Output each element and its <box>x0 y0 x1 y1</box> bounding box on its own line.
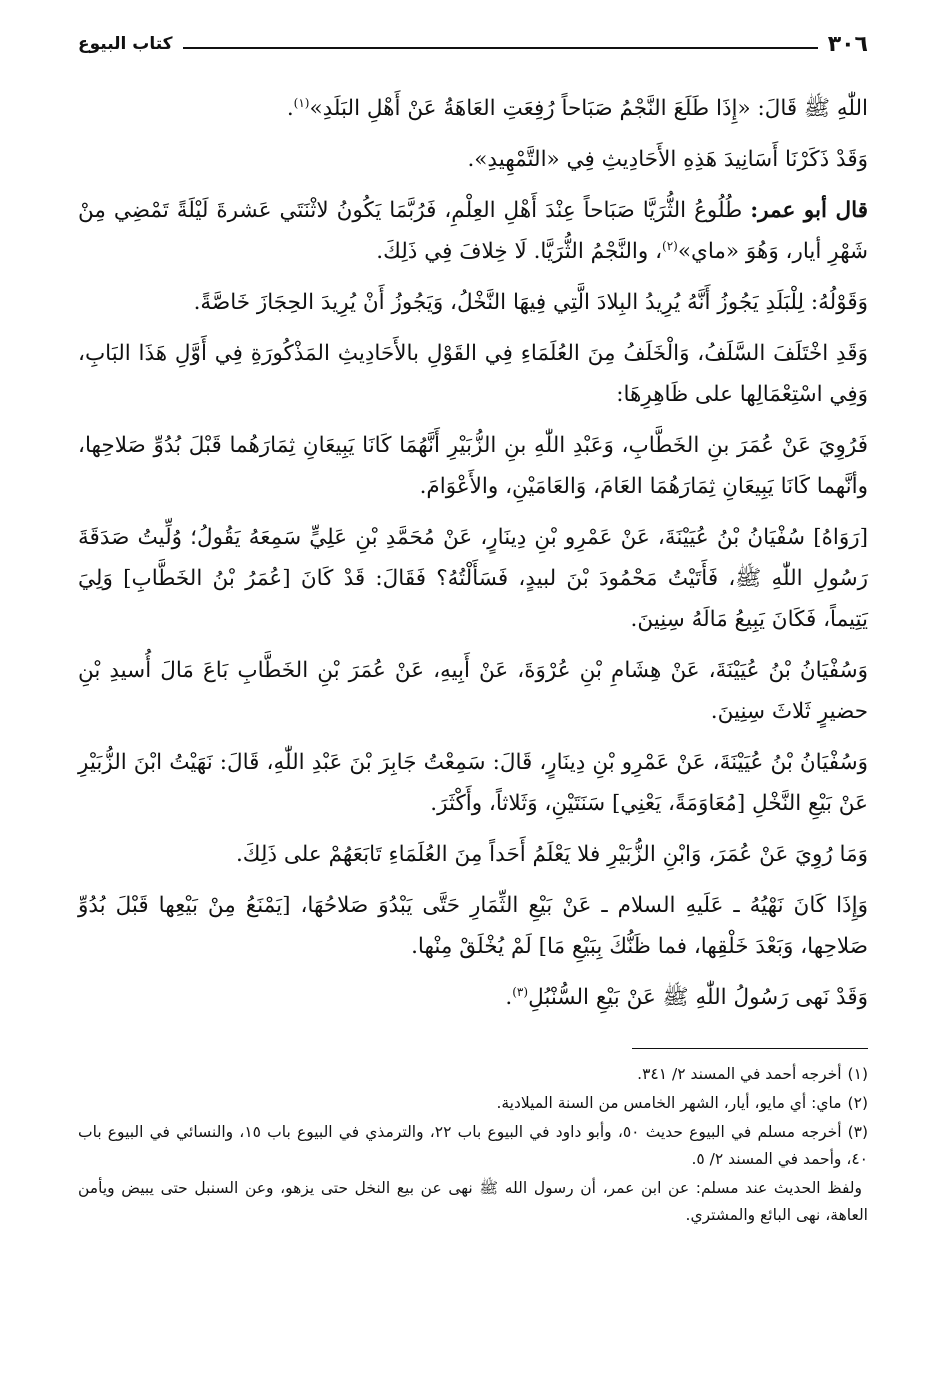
footnote-number: (٣) <box>847 1123 869 1141</box>
page-number: ٣٠٦ <box>827 31 868 57</box>
footnote <box>78 1090 868 1117</box>
paragraph-text: [رَوَاهُ] سُفْيَانُ بْنُ عُيَيْنَةَ، عَنْ عَمْرِو بْنِ دِينَارٍ، عَنْ مُحَمَّدِ بْنِ عَلِيٍّ سَمِعَهُ يَقُولُ؛ وُلِّيتُ صَدَقَةَ رَسُولِ اللّٰهِ ﷺ، فَأَتَيْتُ مَحْمُودَ بْنَ لبيدٍ، فَسَأَلْتُهُ؟ فَقَالَ: قَدْ كَانَ [عُمَرُ بْنُ الخَطَّابِ] وَلِيَ يَتِيماً، فَكَانَ يَبِيعُ مَالَهُ سِنِينَ. <box>78 525 868 632</box>
paragraph-text: طُلُوعُ الثُّرَيَّا صَبَاحاً عِنْدَ أَهْلِ العِلْمِ، فَرُبَّمَا يَكُونُ لاثْنَتَي عَشرةَ لَيْلَةً تَمْضِي مِنْ شَهْرِ أيار، وَهُوَ «ماي» <box>78 198 868 264</box>
footnotes <box>78 1061 868 1229</box>
paragraph <box>78 139 868 180</box>
footnote-continuation <box>78 1175 868 1229</box>
paragraph <box>78 333 868 415</box>
paragraph <box>78 834 868 875</box>
paragraph-text: وَقَوْلُهُ: لِلْبَلَدِ يَجُوزُ أَنَّهُ يُرِيدُ البِلادَ الَّتِي فِيهَا النَّخْلُ، وَيَجُوزُ أَنْ يُرِيدَ الحِجَازَ خَاصَّةً. <box>193 290 868 315</box>
footnote-separator <box>632 1048 868 1049</box>
paragraph <box>78 742 868 824</box>
footnote-number: (١) <box>847 1065 868 1083</box>
paragraph <box>78 885 868 967</box>
paragraph-text: وَمَا رُوِيَ عَنْ عُمَرَ، وَابْنِ الزُّبَيْرِ فلا يَعْلَمُ أَحَداً مِنَ العُلَمَاءِ تَابَعَهُمْ على ذَلِكَ. <box>235 842 868 867</box>
footnote-text: ماي: أي مايو، أيار، الشهر الخامس من السنة الميلادية. <box>496 1094 842 1112</box>
paragraph-tail: ، والنَّجْمُ الثُّرَيَّا. لَا خِلافَ فِي ذَلِكَ. <box>376 239 663 264</box>
paragraph-text: وَسُفْيَانُ بْنُ عُيَيْنَةَ، عَنْ عَمْرِو بْنِ دِينَارٍ، قَالَ: سَمِعْتُ جَابِرَ بْنَ عَبْدِ اللّٰهِ، قَالَ: نَهَيْتُ ابْنَ الزُّبَيْرِ عَنْ بَيْعِ النَّخْلِ [مُعَاوَمَةً، يَعْنِي] سَنَتَيْنِ، وَثَلاثاً، وأَكْثَرَ. <box>78 750 868 816</box>
footnote-text: ولفظ الحديث عند مسلم: عن ابن عمر، أن رسول الله ﷺ نهى عن بيع النخل حتى يزهو، وعن السنبل حتى يبيض ويأمن العاهة، نهى البائع والمشتري. <box>78 1179 868 1224</box>
main-text <box>78 88 868 1018</box>
paragraph <box>78 977 868 1018</box>
footnote-number: (٢) <box>847 1094 868 1112</box>
paragraph <box>78 282 868 323</box>
footnote-text: أخرجه أحمد في المسند ٢/ ٣٤١. <box>637 1065 842 1083</box>
paragraph-text: اللّٰهِ ﷺ قَالَ: «إِذَا طَلَعَ النَّجْمُ صَبَاحاً رُفِعَتِ العَاهَةُ عَنْ أَهْلِ البَلَدِ» <box>309 96 868 121</box>
paragraph-text: فَرُوِيَ عَنْ عُمَرَ بنِ الخَطَّابِ، وَعَبْدِ اللّٰهِ بنِ الزُّبَيْرِ أَنَّهُمَا كَانَا يَبِيعَانِ ثِمَارَهُما قَبْلَ بُدُوِّ صَلاحِها، وأنَّهما كَانَا يَبِيعَانِ ثِمَارَهُمَا العَامَ، وَالعَامَيْنِ، والأَعْوَامَ. <box>78 433 868 499</box>
paragraph-text: وَقَدْ نَهى رَسُولُ اللّٰهِ ﷺ عَنْ بَيْعِ السُّنْبُلِ <box>528 985 868 1010</box>
paragraph-text: وَإِذَا كَانَ نَهْيُهُ ـ عَلَيهِ السلام ـ عَنْ بَيْعِ الثِّمَارِ حَتَّى يَبْدُوَ صَلاحُهَا، [يَمْنَعُ مِنْ بَيْعِها قَبْلَ بُدُوِّ صَلاحِها، وَبَعْدَ خَلْقِها، فما ظَنُّكَ بِبَيْعِ مَا] لَمْ يُخْلَقْ مِنْها. <box>78 893 868 959</box>
paragraph <box>78 190 868 272</box>
paragraph-text: وَسُفْيَانُ بْنُ عُيَيْنَةَ، عَنْ هِشَامِ بْنِ عُرْوَةَ، عَنْ أَبِيهِ، عَنْ عُمَرَ بْنِ الخَطَّابِ بَاعَ مَالَ أُسيدِ بْنِ حضيرٍ ثَلاثَ سِنِينَ. <box>78 658 868 724</box>
paragraph <box>78 517 868 640</box>
footnote-text: أخرجه مسلم في البيوع حديث ٥٠، وأبو داود في البيوع باب ٢٢، والترمذي في البيوع باب ١٥، والنسائي في البيوع باب ٤٠، وأحمد في المسند ٢/ ٥. <box>78 1123 868 1168</box>
paragraph <box>78 88 868 129</box>
paragraph-tail: . <box>286 96 294 121</box>
paragraph <box>78 425 868 507</box>
footnote <box>78 1061 868 1088</box>
header-rule <box>183 47 818 49</box>
footnote-marker[interactable]: (٢) <box>662 238 678 253</box>
page-header <box>78 26 868 62</box>
paragraph-text: وَقَدِ اخْتَلَفَ السَّلَفُ، وَالْخَلَفُ مِنَ العُلَمَاءِ فِي القَوْلِ بالأَحَادِيثِ المَذْكُورَةِ فِي أَوَّلِ هَذَا البَابِ، وَفِي اسْتِعْمَالِها على ظَاهِرِهَا: <box>78 341 868 407</box>
paragraph-lead: قال أبو عمر: <box>750 198 868 223</box>
running-title: كتاب البيوع <box>78 34 173 54</box>
footnote-marker[interactable]: (١) <box>293 95 310 110</box>
paragraph-text: وَقَدْ ذَكَرْنَا أَسَانِيدَ هَذِهِ الأَحَادِيثِ فِي «التَّمْهِيدِ». <box>467 147 868 172</box>
footnote <box>78 1119 868 1173</box>
footnote-marker[interactable]: (٣) <box>512 984 529 999</box>
paragraph <box>78 650 868 732</box>
paragraph-tail: . <box>505 985 513 1010</box>
